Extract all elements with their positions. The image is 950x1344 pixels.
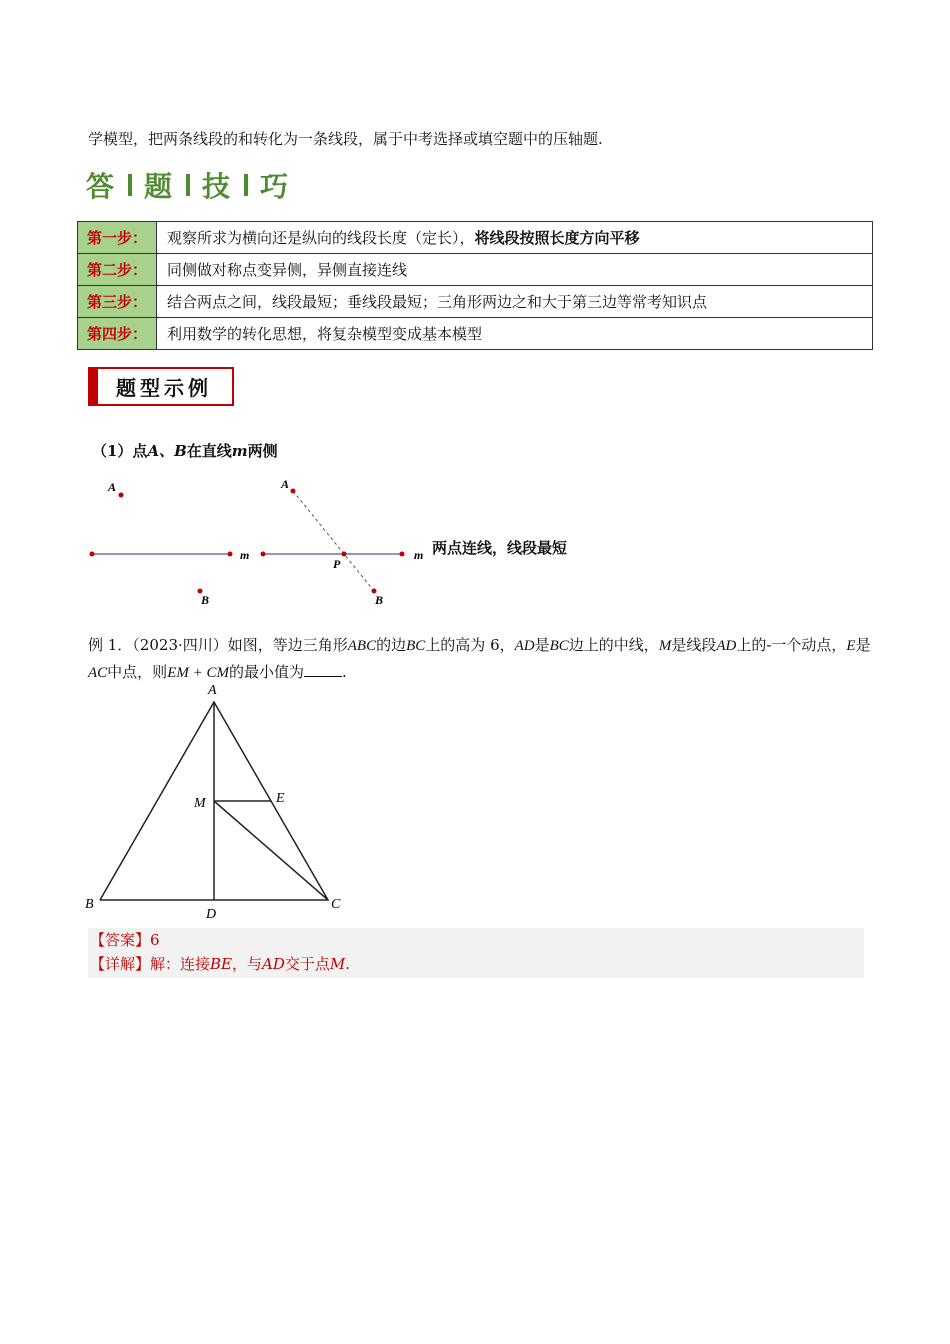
triangle-figure: [80, 680, 360, 925]
detail-label: 【详解】: [90, 955, 151, 973]
step-text: 结合两点之间，线段最短；垂线段最短；三角形两边之和大于第三边等常考知识点: [157, 286, 873, 318]
detail-math: BE: [210, 955, 233, 973]
ex-math: BC: [406, 638, 426, 654]
label-p: P: [333, 557, 341, 571]
ex-math: AD: [514, 638, 535, 654]
answer-box: [88, 928, 864, 978]
ex-text: 是: [534, 636, 550, 654]
step-text-bold: 将线段按照长度方向平移: [474, 229, 640, 247]
ex-text: 的边: [376, 636, 407, 654]
divider: [244, 174, 248, 196]
case-suffix: 两侧: [247, 442, 278, 460]
detail-text: 交于点: [284, 955, 330, 973]
ex-text: 上的-一个动点，: [736, 636, 847, 654]
ex-math: EM + CM: [167, 665, 229, 681]
label-d: D: [206, 907, 217, 922]
label-b-right: B: [375, 593, 384, 607]
label-a: A: [208, 683, 217, 698]
step-label: 第二步：: [78, 254, 157, 286]
divider: [128, 174, 132, 196]
ex-text: 上的高为 6，: [425, 636, 515, 654]
ex-text: 的最小值为: [228, 663, 304, 681]
answer-line: [90, 928, 864, 952]
label-e: E: [276, 791, 285, 806]
label-a-right: A: [281, 477, 290, 491]
step-label: 第四步：: [78, 318, 157, 350]
line-endpoint: [261, 552, 266, 557]
segment-ab: [293, 491, 374, 591]
point-a-right: [291, 489, 296, 494]
step-text-normal: 观察所求为横向还是纵向的线段长度（定长），: [167, 229, 475, 247]
step-text: [157, 222, 873, 254]
detail-line: [90, 952, 864, 976]
line-endpoint: [228, 552, 233, 557]
detail-text: 解：连接: [150, 955, 211, 973]
two-side-figure: [80, 470, 430, 610]
point-p: [342, 552, 347, 557]
detail-text: .: [345, 955, 351, 973]
case-title: [92, 440, 278, 461]
section-title: [86, 165, 290, 205]
ex-text: 是: [855, 636, 871, 654]
detail-math: AD: [262, 955, 285, 973]
ex-math: AC: [88, 665, 108, 681]
table-row: [78, 318, 873, 350]
case-mid: 在直线: [186, 442, 232, 460]
case-prefix: （1）点: [92, 442, 148, 460]
step-label: 第三步：: [78, 286, 157, 318]
ex-math: M: [658, 638, 672, 654]
segment-mc: [214, 801, 328, 900]
table-row: [78, 286, 873, 318]
label-m-right: m: [414, 548, 424, 562]
ex-math: ABC: [347, 638, 377, 654]
label-b: B: [85, 897, 94, 912]
example-text: [88, 632, 878, 686]
intro-text: 学模型，把两条线段的和转化为一条线段，属于中考选择或填空题中的压轴题.: [88, 130, 603, 148]
step-label: 第一步：: [78, 222, 157, 254]
case-line: m: [231, 442, 248, 460]
steps-table: [77, 221, 873, 350]
ex-math: AD: [716, 638, 737, 654]
detail-math: M: [329, 955, 346, 973]
figure-note: 两点连线，线段最短: [432, 539, 568, 557]
case-points: A、B: [147, 442, 187, 460]
answer-label: 【答案】: [90, 931, 151, 949]
ex-math: E: [846, 638, 856, 654]
answer-value: 6: [150, 931, 160, 949]
label-a-left: A: [108, 480, 117, 494]
badge-label: 题型示例: [116, 376, 212, 400]
ex-text: 是线段: [671, 636, 717, 654]
example-badge: [88, 367, 234, 406]
table-row: [78, 222, 873, 254]
label-c: C: [331, 897, 341, 912]
table-row: [78, 254, 873, 286]
label-b-left: B: [201, 593, 210, 607]
ex-text: .: [341, 663, 347, 681]
ex-text: 边上的中线，: [568, 636, 659, 654]
ex-math: BC: [549, 638, 569, 654]
answer-blank: [304, 662, 342, 677]
section-title-char: 巧: [260, 170, 291, 203]
badge-stripe: [90, 369, 98, 404]
detail-text: ，与: [232, 955, 263, 973]
step-text: 利用数学的转化思想，将复杂模型变成基本模型: [157, 318, 873, 350]
point-a-left: [119, 493, 124, 498]
line-endpoint: [90, 552, 95, 557]
label-m-left: m: [240, 548, 250, 562]
line-endpoint: [400, 552, 405, 557]
divider: [186, 174, 190, 196]
ex-text: 中点，则: [107, 663, 168, 681]
section-title-char: 技: [202, 170, 233, 203]
ex-text: 例 1．（2023·四川）如图，等边三角形: [88, 636, 348, 654]
section-title-char: 题: [144, 170, 175, 203]
label-m: M: [194, 796, 206, 811]
section-title-char: 答: [86, 170, 117, 203]
step-text: 同侧做对称点变异侧，异侧直接连线: [157, 254, 873, 286]
